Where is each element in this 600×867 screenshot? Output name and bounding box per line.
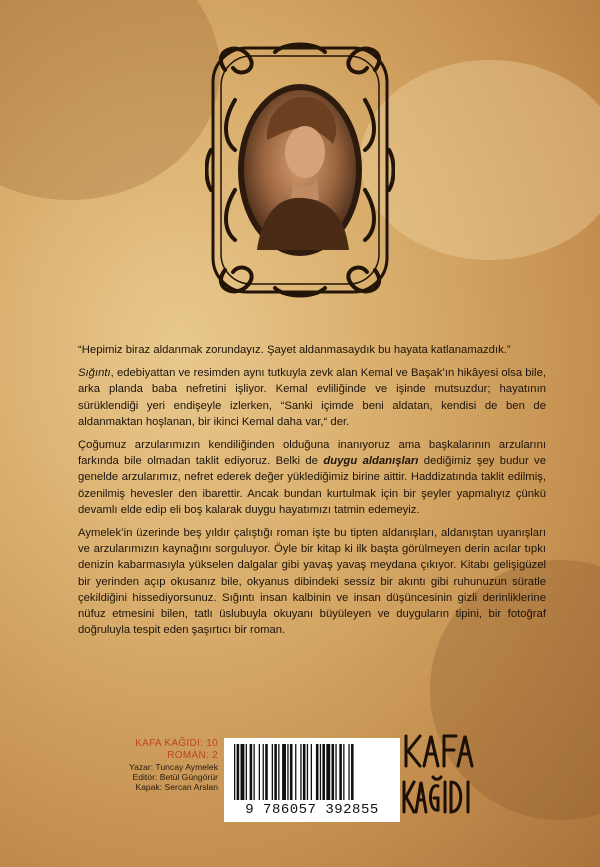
paragraph-1: Sığıntı, edebiyattan ve resimden aynı tutkuyla zevk alan Kemal ve Başak’ın hikâyesi olsa bile, arka planda baba nefretini işliyor. Kemal evliliğinde ve işinde mutsuzdur; hayatının sürüklendiği yeri endişeyle izlerken, “Sanki içimde beni aldatan, kendisi de ben de aldanmaktan hoşlanan, bir ikinci Kemal daha var,“ der. [78, 367, 546, 428]
barcode-bars [234, 744, 390, 800]
cover-credit: Kapak: Sercan Arslan [135, 782, 218, 792]
back-cover-text [78, 342, 546, 645]
paragraph-3: Aymelek’in üzerinde beş yıldır çalıştığı roman işte bu tipten aldanışları, aldanıştan uyanışları ve arzularımızın kaynağını sorguluyor. Öyle bir kitap ki ilk başta görülmeyen derin acılar tıpkı denizin kabarmasıyla yükselen dalgalar gibi yavaş yavaş meydana çıkıyor. Kitabı gelişigüzel bir yerinden açıp okusanız bile, okyanus dibindeki sessiz bir akıntı gibi ruhunuzun süratle çekildiğini hissediyorsunuz. Sığıntı insan kalbinin ve insan düşüncesinin gizli derinliklerine nüfuz etmesini bilen, tatlı üslubuyla okuyanı büyüleyen ve duyguların tipini, bir fotoğraf doğruluyla tespit eden şaşırtıcı bir roman. [78, 527, 546, 637]
book-title: Sığıntı [78, 367, 111, 380]
editor-credit: Editör: Betül Güngörür [132, 772, 218, 782]
paragraph-2: Çoğumuz arzularımızın kendiliğinden olduğuna inanıyoruz ama başkalarının arzularını farkında bile olmadan taklit ediyoruz. Belki de duygu aldanışları dediğimiz şey budur ve genelde arzularımız, nefret ederek değer yüklediğimiz birine aittir. Haddizatında taklit edilmiş, özenilmiş hevesler den ibarettir. Ancak bundan kurtulmak için bir şeyler yapmalıyız çünkü devamlı elde edip eli boş kalarak duygu hayatımızı tatmin edemeyiz. [78, 439, 546, 516]
author-credit: Yazar: Tuncay Aymelek [128, 762, 218, 772]
portrait-frame [205, 40, 395, 300]
isbn-barcode [224, 738, 400, 822]
quote: “Hepimiz biraz aldanmak zorundayız. Şayet aldanmasaydık bu hayata katlanamazdık.” [78, 344, 511, 356]
roman-label: ROMAN: 2 [167, 750, 218, 761]
emphasis: duygu aldanışları [323, 455, 419, 468]
paper-stain [360, 60, 600, 260]
series-label: KAFA KAĞIDI: 10 [135, 738, 218, 749]
paper-stain [0, 0, 220, 200]
isbn-number: 9 786057 392855 [245, 802, 379, 818]
publisher-logo [400, 732, 480, 832]
publication-meta [118, 738, 218, 792]
